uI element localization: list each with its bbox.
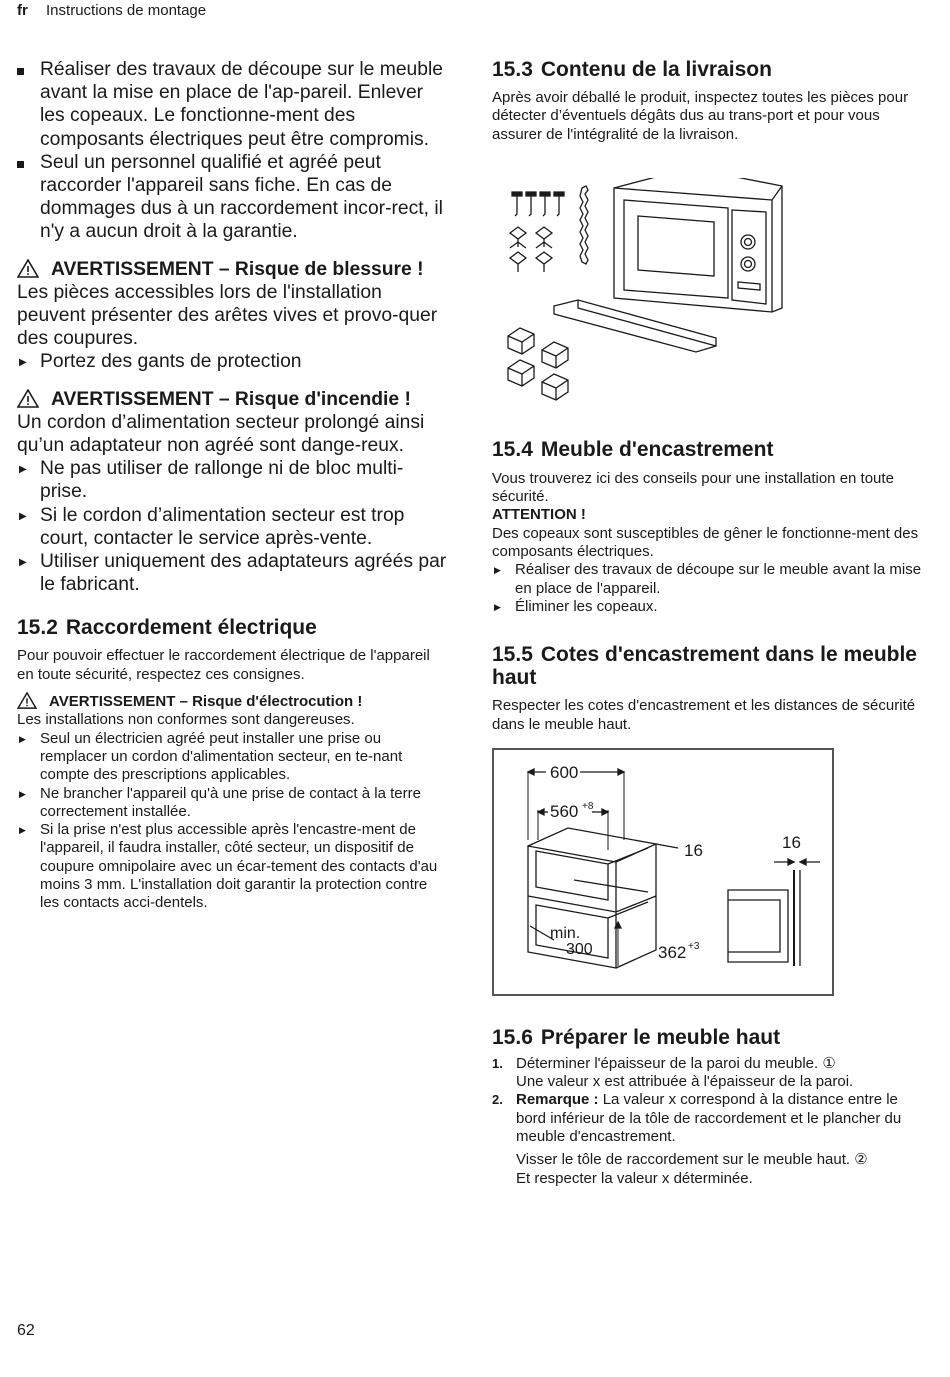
list-item: ▶ Seul un électricien agréé peut installer une prise ou remplacer un cordon d'alimentation secteur, en te-nant compte des prescriptions applicables.	[17, 730, 449, 785]
dimension-300: 300	[566, 940, 593, 958]
section-heading-15-6: 15.6 Préparer le meuble haut	[492, 1025, 781, 1049]
section-text: Après avoir déballé le produit, inspectez toutes les pièces pour détecter d’éventuels dégâts dus au trans-port et pour vous assurer de l'intégralité de la livraison.	[492, 89, 909, 143]
list-item: ▶ Utiliser uniquement des adaptateurs agréés par le fabricant.	[17, 550, 449, 596]
list-item: Seul un personnel qualifié et agréé peut raccorder l'appareil sans fiche. En cas de dommages dus à un raccordement incor-rect, il n'y a aucun droit à la garantie.	[17, 151, 449, 244]
screw-icon	[512, 192, 564, 216]
dimension-min-label: min.	[550, 924, 581, 942]
warning-triangle-icon	[17, 259, 39, 278]
delivery-contents-illustration	[492, 178, 928, 410]
dimension-560: 560	[550, 801, 579, 821]
page-number: 62	[17, 1322, 35, 1339]
list-item: ▶ Portez des gants de protection	[17, 350, 449, 373]
warning-text: Les pièces accessibles lors de l'installation peuvent présenter des arêtes vives et provo-quer des coupures.	[17, 281, 438, 350]
step-item: 1. Déterminer l'épaisseur de la paroi du meuble. ① Une valeur x est attribuée à l'épaisseur de la paroi.	[492, 1054, 854, 1091]
spacer-block-icon	[508, 328, 568, 400]
section-intro: Pour pouvoir effectuer le raccordement électrique de l'appareil en toute sécurité, respectez ces consignes.	[17, 647, 430, 683]
cabinet-dimensions-drawing	[494, 750, 832, 994]
step-list	[492, 1055, 928, 1188]
action-list	[17, 350, 449, 373]
list-item: ▶ Éliminer les copeaux.	[492, 598, 928, 616]
warning-text: Les installations non conformes sont dangereuses.	[17, 711, 355, 729]
section-text: Vous trouverez ici des conseils pour une installation en toute sécurité.	[492, 469, 894, 506]
bracket-icon	[580, 186, 588, 264]
dimension-16-cabinet: 16	[684, 840, 703, 860]
list-item: ▶ Ne pas utiliser de rallonge ni de bloc multi-prise.	[17, 457, 449, 503]
warning-electrocution	[17, 692, 449, 711]
microwave-icon	[614, 178, 782, 312]
dimension-16-wall: 16	[782, 832, 801, 852]
right-column	[492, 58, 928, 1188]
section-heading-15-4: 15.4 Meuble d'encastrement	[492, 437, 774, 461]
warning-text: Un cordon d’alimentation secteur prolongé ainsi qu’un adaptateur non agréé sont dange-reux.	[17, 411, 425, 457]
top-bullet-list	[17, 58, 449, 244]
language-code: fr	[17, 2, 28, 19]
action-list	[17, 730, 449, 913]
list-item: ▶ Ne brancher l'appareil qu'à une prise de contact à la terre correctement installée.	[17, 785, 449, 822]
action-list	[17, 457, 449, 596]
section-heading-15-2: 15.2 Raccordement électrique	[17, 616, 317, 640]
warning-title: AVERTISSEMENT – Risque de blessure !	[51, 258, 424, 280]
dimension-560-tolerance: +8	[582, 800, 594, 812]
attention-label: ATTENTION !	[492, 506, 586, 524]
warning-triangle-icon	[17, 692, 37, 709]
section-heading-15-5: 15.5 Cotes d'encastrement dans le meuble haut	[492, 643, 917, 690]
step-item: 2. Remarque : La valeur x correspond à la distance entre le bord inférieur de la tôle de raccordement et le plancher du meuble d'encastrement. Visser le tôle de raccordement sur le meuble haut. ② Et respecter la valeur x déterminée.	[492, 1091, 902, 1187]
action-list	[492, 561, 928, 616]
warning-title: AVERTISSEMENT – Risque d'électrocution !	[49, 693, 363, 711]
note-label: Remarque :	[516, 1091, 599, 1109]
cabinet-dimensions-figure	[492, 748, 834, 996]
list-item: Réaliser des travaux de découpe sur le meuble avant la mise en place de l'ap-pareil. Enlever les copeaux. Le fonctionne-ment des composants électriques peut être compromis.	[17, 58, 449, 151]
section-heading-15-3: 15.3 Contenu de la livraison	[492, 58, 772, 81]
list-item: ▶ Si le cordon d’alimentation secteur est trop court, contacter le service après-vente.	[17, 504, 449, 550]
warning-fire	[17, 388, 449, 411]
warning-title: AVERTISSEMENT – Risque d'incendie !	[51, 388, 411, 410]
dimension-362-tolerance: +3	[688, 940, 700, 952]
attention-text: Des copeaux sont susceptibles de gêner le fonctionne-ment des composants électriques.	[492, 524, 919, 561]
dimension-362: 362	[658, 942, 687, 962]
page-header	[17, 2, 206, 19]
warning-triangle-icon	[17, 389, 39, 408]
left-column	[17, 58, 449, 913]
warning-injury	[17, 258, 449, 281]
wall-anchor-icon	[510, 227, 552, 272]
section-text: Respecter les cotes d'encastrement et les distances de sécurité dans le meuble haut.	[492, 697, 916, 733]
delivery-parts-drawing	[492, 178, 928, 410]
list-item: ▶ Réaliser des travaux de découpe sur le meuble avant la mise en place de l'appareil.	[492, 561, 928, 598]
dimension-600: 600	[550, 762, 579, 782]
list-item: ▶ Si la prise n'est plus accessible après l'encastre-ment de l'appareil, il faudra installer, côté secteur, un dispositif de coupure omnipolaire avec un écar-tement des contacts d'au moins 3 mm. L'installation doit garantir la protection contre les contacts acci-dentels.	[17, 821, 449, 912]
header-title: Instructions de montage	[46, 2, 207, 19]
